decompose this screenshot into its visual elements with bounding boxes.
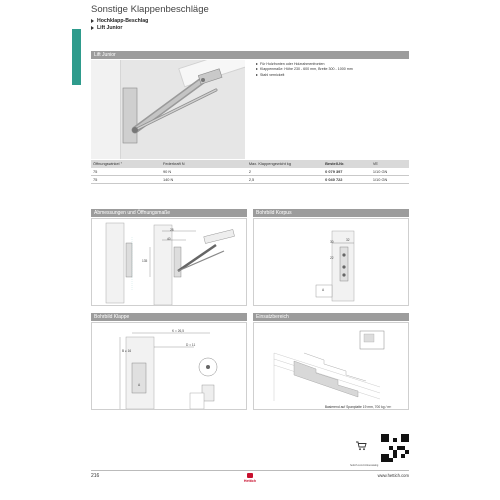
usage-note: Basierend auf Spanplatte 19 mm, 700 kg / m³ [324,405,392,409]
feature-item: Klappenmaße: Höhe 230 - 600 mm, Breite 300 - 1000 mm [256,67,353,71]
dimension-label: B ≥ 16 [122,349,132,353]
logo-mark-icon [247,473,253,478]
lift-mechanism-image [91,60,245,159]
breadcrumb-label: Hochklapp-Beschlag [97,18,149,24]
breadcrumb-label: Lift Junior [97,25,123,31]
page-number: 216 [91,473,100,479]
usage-range-diagram [254,323,409,410]
column-header: Max. Klappengewicht kg [247,160,323,168]
table-row: 75 90 N 2 0 079 397 1/10 GN [91,168,409,176]
breadcrumb-item-2 [91,25,122,31]
dimensions-drawing [91,218,247,306]
section-header-drilling-flap: Bohrbild Klappe [91,313,247,321]
triangle-bullet-icon [256,63,258,65]
feature-list [256,62,353,78]
section-header-dimensions: Abmessungen und Öffnungsmaße [91,209,247,217]
product-photo [91,60,245,159]
drilling-body-diagram [254,219,409,306]
section-header-drilling-body: Bohrbild Korpus [253,209,409,217]
table-row: 75 140 N 2,5 0 040 722 1/10 GN [91,175,409,183]
hettich-logo [240,473,260,483]
feature-item: Stahl vernickelt [256,73,353,77]
dimension-label: K = 26,5 [172,329,184,333]
dimension-label: D = 11 [186,343,196,347]
column-header: Bestell-Nr. [323,160,371,168]
spec-table [91,160,409,184]
logo-wordmark: Hettich [243,478,257,483]
triangle-bullet-icon [256,68,258,70]
column-header: Federkraft N [161,160,247,168]
chapter-color-tab [72,29,81,85]
section-header-product: Lift Junior [91,51,409,59]
triangle-bullet-icon [91,19,94,23]
dimension-label: A [138,383,141,387]
dimension-label: 30 [330,240,334,244]
footer-divider [91,470,409,471]
page-title: Sonstige Klappenbeschläge [91,4,209,15]
drilling-flap-drawing [91,322,247,410]
column-header: Öffnungswinkel ° [91,160,161,168]
website-link[interactable]: www.hettich.com [377,473,409,478]
feature-item: Für Holzfronten oder Holzrahmenfronten [256,62,353,66]
triangle-bullet-icon [256,74,258,76]
column-header: VE [371,160,409,168]
qr-caption: hettich.com/onlinecatalog [350,464,379,467]
shopping-cart-icon[interactable] [355,441,367,451]
dimension-label: 135 [142,259,148,263]
dimension-diagram [92,219,247,306]
dimension-label: 22 [330,256,334,260]
dimension-label: 28 [170,228,174,232]
dimension-label: 32 [346,238,350,242]
usage-range-chart [253,322,409,410]
section-header-usage-range: Einsatzbereich [253,313,409,321]
drilling-body-drawing [253,218,409,306]
dimension-label: A [322,288,325,292]
breadcrumb-item-1 [91,18,148,24]
table-header-row [91,160,409,168]
dimension-label: 40 [167,237,171,241]
qr-code-icon[interactable] [381,434,409,462]
drilling-flap-diagram [92,323,247,410]
triangle-bullet-icon [91,26,94,30]
